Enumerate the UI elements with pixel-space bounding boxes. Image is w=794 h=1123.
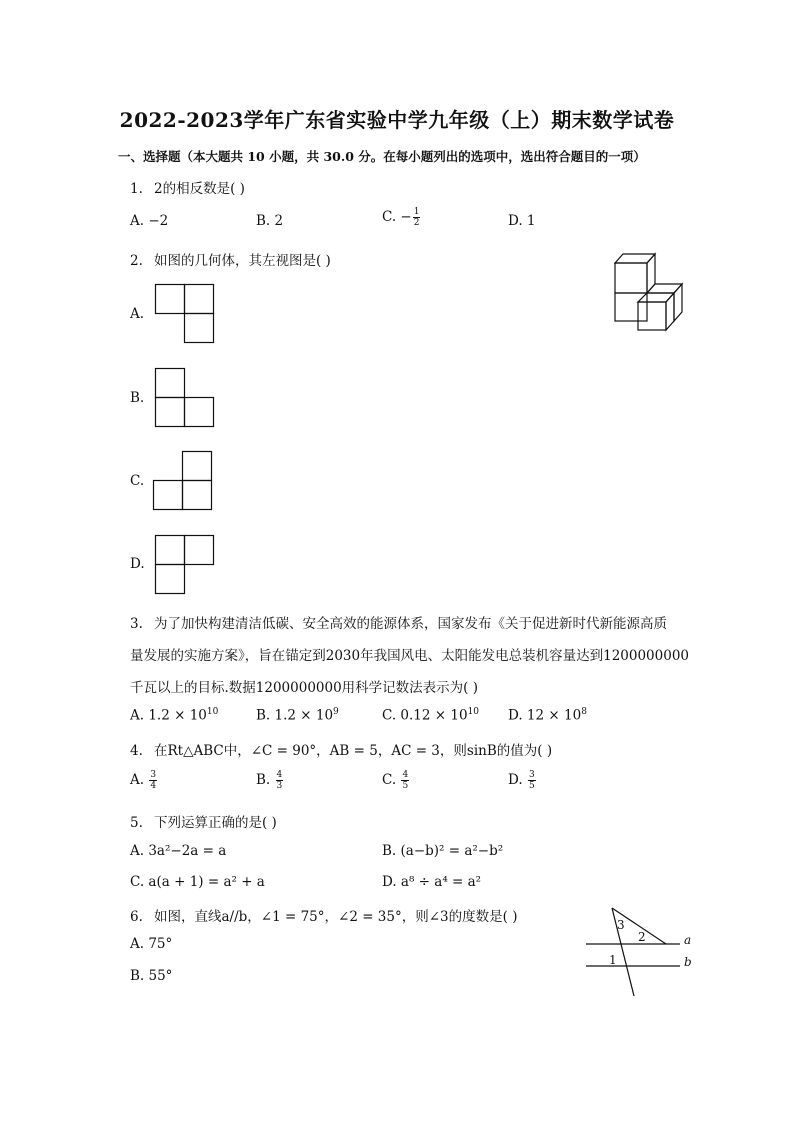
question-1 — [130, 177, 245, 197]
question-number: 1. — [130, 181, 143, 197]
q2-option-b: B. — [130, 390, 145, 406]
q5-option-c: C. a(a + 1) = a² + a — [130, 874, 265, 890]
denominator: 4 — [150, 781, 157, 791]
option-text: C. − — [382, 209, 412, 225]
question-5 — [130, 811, 277, 831]
q1-option-c — [382, 207, 421, 228]
denominator: 2 — [413, 218, 420, 228]
angle-label-1: 1 — [609, 953, 617, 967]
question-number: 6. — [130, 909, 143, 925]
question-number: 5. — [130, 815, 143, 831]
question-3-line-3: 千瓦以上的目标.数据1200000000用科学记数法表示为( ) — [130, 680, 479, 696]
q5-option-b: B. (a−b)² = a²−b² — [382, 843, 504, 859]
question-stem: 如图的几何体，其左视图是( ) — [154, 253, 331, 269]
q2-option-d: D. — [130, 556, 145, 572]
question-3-line-2: 量发展的实施方案》，旨在锚定到2030年我国风电、太阳能发电总装机容量达到1200000000 — [130, 648, 689, 664]
option-letter: D. — [508, 772, 523, 788]
q3-option-c — [382, 707, 479, 724]
numerator: 4 — [402, 770, 409, 780]
option-text: C. 0.12 × 10 — [382, 707, 468, 724]
exponent: 10 — [467, 707, 480, 717]
exponent: 9 — [333, 707, 339, 717]
q4-option-a — [130, 770, 158, 791]
question-stem-line-1: 为了加快构建清洁低碳、安全高效的能源体系，国家发布《关于促进新时代新能源高质 — [154, 616, 667, 632]
q4-option-b — [256, 770, 284, 791]
exponent: 10 — [206, 707, 219, 717]
q3-option-b — [256, 707, 339, 724]
option-letter: A. — [130, 772, 145, 788]
fraction — [413, 207, 421, 228]
question-3 — [130, 612, 667, 632]
question-number: 4. — [130, 743, 143, 759]
line-label-a: a — [684, 933, 692, 947]
q5-option-d: D. a⁸ ÷ a⁴ = a² — [382, 874, 482, 890]
parallel-lines-figure — [582, 904, 702, 1000]
angle-label-3: 3 — [617, 918, 625, 932]
denominator: 5 — [528, 781, 535, 791]
q1-option-a: A. −2 — [130, 213, 169, 229]
exponent: 8 — [581, 707, 587, 717]
numerator: 3 — [528, 770, 535, 780]
question-4 — [130, 739, 552, 759]
numerator: 4 — [276, 770, 283, 780]
question-stem: 如图，直线a//b，∠1 = 75°，∠2 = 35°，则∠3的度数是( ) — [154, 909, 518, 925]
q4-option-d — [508, 770, 537, 791]
question-number: 2. — [130, 253, 143, 269]
numerator: 1 — [413, 207, 420, 217]
q2-option-b-figure — [155, 368, 215, 428]
q5-option-a: A. 3a²−2a = a — [130, 843, 227, 859]
question-number: 3. — [130, 616, 143, 632]
question-stem: 在Rt△ABC中，∠C = 90°，AB = 5，AC = 3，则sinB的值为( ) — [154, 743, 553, 759]
numerator: 3 — [150, 770, 157, 780]
option-letter: C. — [382, 772, 397, 788]
q1-option-d: D. 1 — [508, 213, 536, 229]
q6-option-b: B. 55° — [130, 968, 173, 984]
q2-option-c: C. — [130, 473, 145, 489]
denominator: 3 — [276, 781, 283, 791]
fraction — [401, 770, 409, 791]
option-text: A. 1.2 × 10 — [130, 707, 207, 724]
q1-option-b: B. 2 — [256, 213, 284, 229]
q2-option-d-figure — [155, 535, 215, 595]
solid-figure — [610, 250, 690, 336]
option-letter: B. — [256, 772, 271, 788]
fraction — [149, 770, 157, 791]
fraction — [528, 770, 536, 791]
option-text: B. 1.2 × 10 — [256, 707, 334, 724]
fraction — [276, 770, 284, 791]
q3-option-a — [130, 707, 218, 724]
page-title: 2022-2023学年广东省实验中学九年级（上）期末数学试卷 — [119, 108, 675, 132]
angle-label-2: 2 — [638, 930, 646, 944]
q4-option-c — [382, 770, 410, 791]
question-6 — [130, 905, 517, 925]
line-label-b: b — [684, 955, 692, 969]
q2-option-a: A. — [130, 306, 145, 322]
question-2 — [130, 249, 331, 269]
question-stem: 2的相反数是( ) — [154, 181, 245, 197]
section-heading: 一、选择题（本大题共 10 小题，共 30.0 分。在每小题列出的选项中，选出符合题目的一项） — [118, 149, 646, 164]
q3-option-d — [508, 707, 587, 724]
q6-option-a: A. 75° — [130, 936, 173, 952]
option-text: D. 12 × 10 — [508, 707, 582, 724]
q2-option-a-figure — [155, 284, 215, 344]
q2-option-c-figure — [153, 451, 213, 511]
question-stem: 下列运算正确的是( ) — [154, 815, 277, 831]
denominator: 5 — [402, 781, 409, 791]
